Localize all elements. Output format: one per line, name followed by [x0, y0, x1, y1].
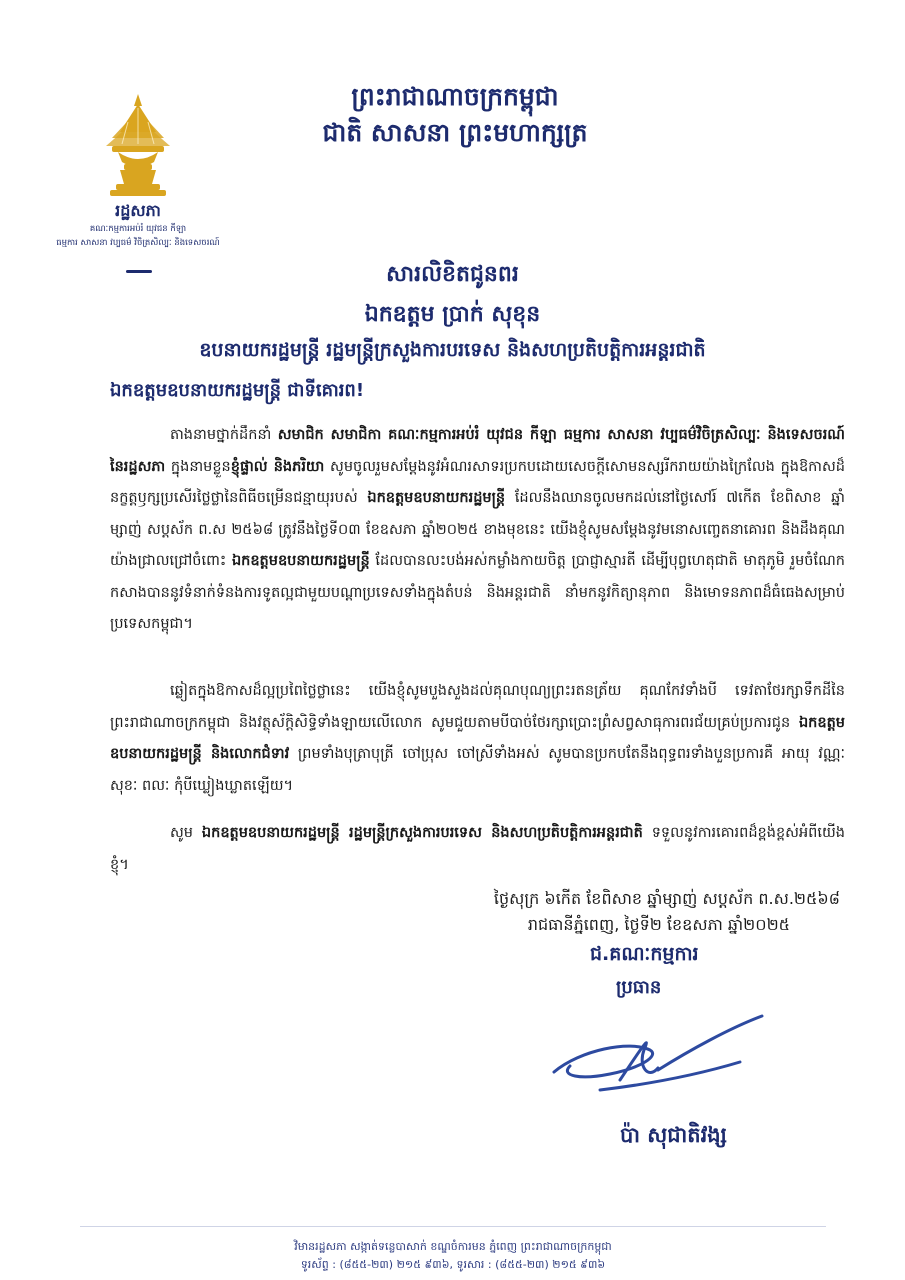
solar-date: រាជធានីភ្នំពេញ, ថ្ងៃទី២ ខែឧសភា ឆ្នាំ២០២៥: [527, 915, 790, 934]
handwritten-signature: [540, 1010, 770, 1100]
kingdom-heading: ព្រះរាជាណាចក្រកម្ពុជា: [351, 82, 559, 111]
recipient-position: ឧបនាយករដ្ឋមន្ត្រី រដ្ឋមន្ត្រីក្រសួងការបរទេស និងសហប្រតិបត្តិការអន្តរជាតិ: [199, 339, 706, 361]
p2-text-c: ព្រមទាំងបុត្រាបុត្រី ចៅប្រុស ចៅស្រីទាំងអស់ សូមបានប្រកបតែនឹងពុទ្ធពរទាំងបួនប្រការគឺ អាយុ វណ្ណៈ សុខៈ ពលៈ កុំបីឃ្លៀងឃ្លាតឡើយ។: [110, 746, 846, 794]
organization-name: រដ្ឋសភា: [115, 201, 161, 220]
p1-text-f: ឯកឧត្តមឧបនាយករដ្ឋមន្ត្រី: [367, 490, 506, 506]
body-paragraph-1: [110, 420, 845, 641]
footer-divider: [80, 1226, 826, 1227]
p3-text-b: ឯកឧត្តមឧបនាយករដ្ឋមន្ត្រី រដ្ឋមន្ត្រីក្រសួងការបរទេស និងសហប្រតិបត្តិការអន្តរជាតិ: [201, 825, 643, 841]
p1-text-c: ក្នុងនាមខ្លួន: [165, 458, 231, 475]
commission-name-line1: គណៈកម្មការអប់រំ យុវជន កីឡា: [89, 224, 187, 234]
p2-text-b: ឯកឧត្តមឧបនាយករដ្ឋមន្ត្រី និងលោកជំទាវ: [110, 714, 845, 762]
body-paragraph-2: [110, 676, 845, 802]
national-assembly-emblem-icon: [98, 92, 178, 202]
p3-text-a: សូម: [170, 825, 202, 841]
p3-text-c: ទទួលនូវការគោរពដ៏ខ្ពង់ខ្ពស់អំពីយើងខ្ញុំ។: [110, 825, 846, 873]
letter-title: សារលិខិតជូនពរ: [386, 262, 519, 287]
p1-text-e: សូមចូលរួមសម្តែងនូវអំណរសាទរប្រកបដោយសេចក្តីសោមនស្សរីករាយយ៉ាងក្រៃលែង ក្នុងឱកាសដ៏នក្ខត្តឫក្សប្រសើរថ្លៃថ្លានៃពិធីចម្រើនជន្មាយុរបស់: [110, 458, 845, 506]
lunar-date: ថ្ងៃសុក្រ ៦កើត ខែពិសាខ ឆ្នាំម្សាញ់ សប្តស័ក ព.ស.២៥៦៨: [493, 889, 840, 908]
p2-text-a: ឆ្លៀតក្នុងឱកាសដ៏ល្អប្រពៃថ្លៃថ្លានេះ យើងខ្ញុំសូមបួងសួងដល់គុណបុណ្យព្រះរតនត្រ័យ គុណកែវទាំងបី ទេវតាថែរក្សាទឹកដីនៃព្រះរាជាណាចក្រកម្ពុជា និងវត្ថុស័ក្តិសិទ្ធិទាំងឡាយលើលោក សូមជួយតាមបីបាច់ថែរក្សាប្រោះព្រំសព្វសាធុការពរជ័យគ្រប់ប្រការជូន: [110, 683, 845, 731]
national-motto: ជាតិ សាសនា ព្រះមហាក្សត្រ: [322, 118, 588, 147]
salutation: ឯកឧត្តមឧបនាយករដ្ឋមន្ត្រី ជាទីគោរព!: [110, 380, 365, 401]
p1-text-h: ឯកឧត្តមឧបនាយករដ្ឋមន្ត្រី: [231, 553, 370, 569]
footer-address: វិមានរដ្ឋសភា សង្កាត់ទន្លេបាសាក់ ខណ្ឌចំការមន ភ្នំពេញ ព្រះរាជាណាចក្រកម្ពុជា: [294, 1240, 612, 1253]
footer-phones: ទូរស័ព្ទ : (៨៥៥-២៣) ២១៥ ៩៣៦, ទូរសារ : (៨៥៥-២៣) ២១៥ ៩៣៦: [300, 1258, 606, 1271]
p1-text-b: សមាជិក សមាជិកា គណៈកម្មការអប់រំ យុវជន កីឡា ធម្មការ សាសនា វប្បធម៌វិចិត្រសិល្បៈ និងទេសចរណ៍ នៃរដ្ឋសភា: [110, 427, 845, 475]
recipient-name: ឯកឧត្តម ប្រាក់ សុខុន: [364, 302, 541, 327]
p1-text-i: ដែលបានលះបង់អស់កម្លាំងកាយចិត្ត ប្រាជ្ញាស្មារតី ដើម្បីបុព្វហេតុជាតិ មាតុភូមិ រួមចំណែកកសាងបាននូវទំនាក់ទំនងការទូតល្អជាមួយបណ្តាប្រទេសទាំងក្នុងតំបន់ និងអន្តរជាតិ នាំមកនូវកិត្យានុភាព និងមោទនភាពដ៏ធំធេងសម្រាប់ប្រទេសកម្ពុជា។: [110, 553, 845, 632]
signer-name: ប៉ា សុជាតិវង្ស: [620, 1123, 727, 1147]
body-paragraph-3: [110, 818, 845, 881]
signer-role-chairman: ប្រធាន: [616, 977, 662, 998]
signer-role-commission: ជ.គណៈកម្មការ: [590, 943, 699, 965]
p1-text-g: ដែលនឹងឈានចូលមកដល់នៅថ្ងៃសៅរ៍ ៧កើត ខែពិសាខ ឆ្នាំម្សាញ់ សប្តស័ក ព.ស ២៥៦៨ ត្រូវនឹងថ្ងៃទី០៣ ខែឧសភា ឆ្នាំ២០២៥ ខាងមុខនេះ យើងខ្ញុំសូមសម្តែងនូវមនោសញ្ចេតនាគោរព និងដឹងគុណយ៉ាងជ្រាលជ្រៅចំពោះ: [110, 490, 845, 569]
p1-text-a: តាងនាមថ្នាក់ដឹកនាំ: [170, 427, 278, 443]
commission-name-line2: ធម្មការ សាសនា វប្បធម៌ វិចិត្រសិល្បៈ និងទេសចរណ៍: [56, 238, 220, 248]
p1-text-d: ខ្ញុំផ្ទាល់ និងភរិយា: [230, 458, 325, 475]
